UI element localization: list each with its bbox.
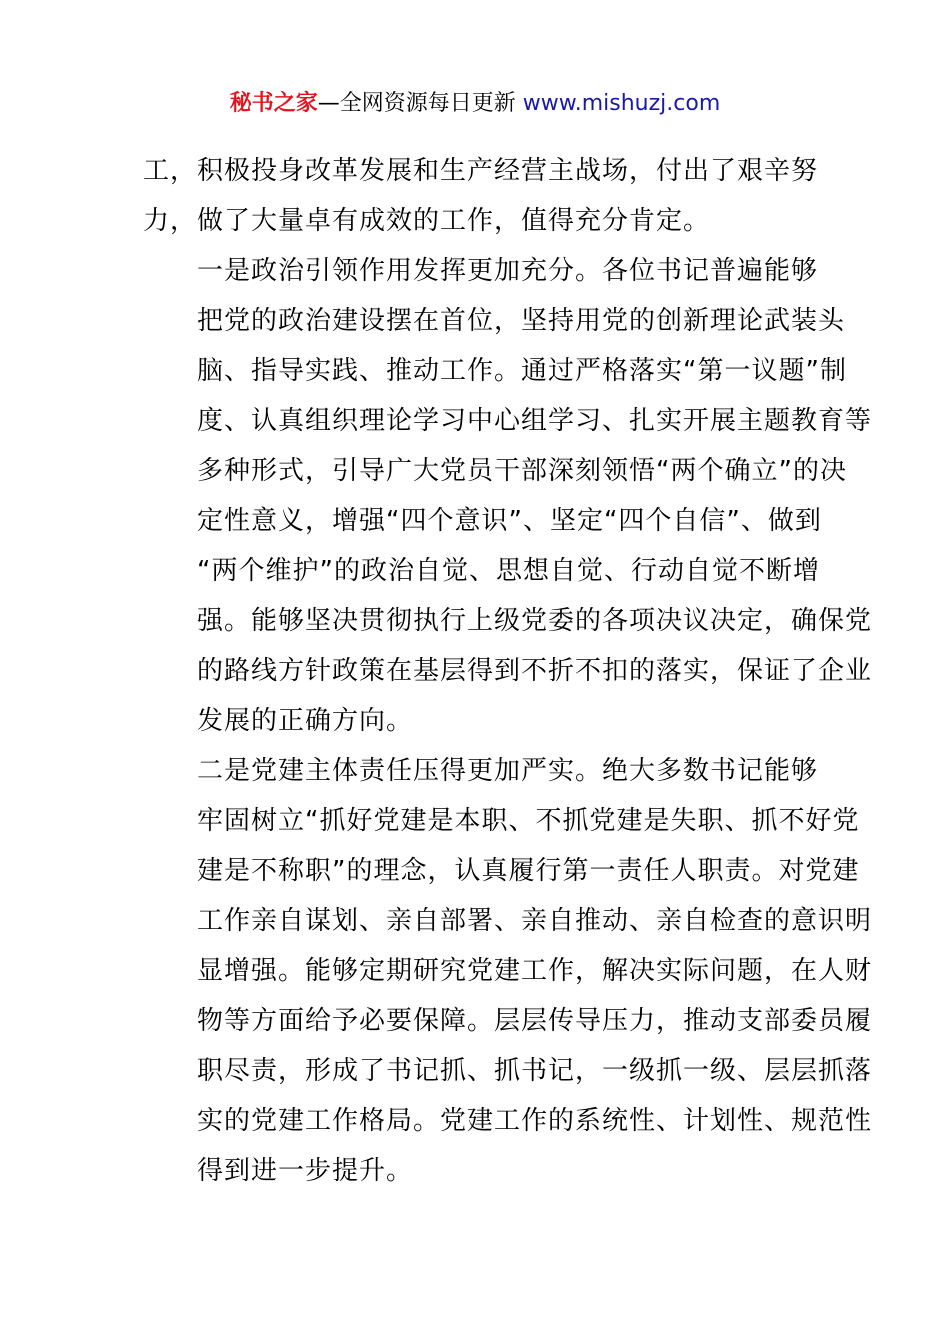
paragraph-continuation bbox=[143, 146, 819, 246]
text-line: 多种形式，引导广大党员干部深刻领悟“两个确立”的决 bbox=[197, 456, 847, 486]
text-line: 工，积极投身改革发展和生产经营主战场，付出了艰辛努 bbox=[143, 156, 819, 186]
text-line: 强。能够坚决贯彻执行上级党委的各项决议决定，确保党 bbox=[197, 606, 873, 636]
text-line: 职尽责，形成了书记抓、抓书记，一级抓一级、层层抓落 bbox=[197, 1056, 873, 1086]
text-line: 力，做了大量卓有成效的工作，值得充分肯定。 bbox=[143, 206, 711, 236]
text-line: “两个维护”的政治自觉、思想自觉、行动自觉不断增 bbox=[197, 556, 820, 586]
text-line: 得到进一步提升。 bbox=[197, 1156, 414, 1186]
text-line: 发展的正确方向。 bbox=[197, 706, 414, 736]
page-header bbox=[0, 88, 950, 120]
text-line: 物等方面给予必要保障。层层传导压力，推动支部委员履 bbox=[197, 1006, 873, 1036]
header-tagline: —全网资源每日更新 bbox=[317, 91, 523, 116]
text-line: 定性意义，增强“四个意识”、坚定“四个自信”、做到 bbox=[197, 506, 822, 536]
text-line: 的路线方针政策在基层得到不折不扣的落实，保证了企业 bbox=[197, 656, 873, 686]
text-line: 实的党建工作格局。党建工作的系统性、计划性、规范性 bbox=[197, 1106, 873, 1136]
paragraph-political-leadership bbox=[143, 246, 873, 746]
text-line: 度、认真组织理论学习中心组学习、扎实开展主题教育等 bbox=[197, 406, 873, 436]
text-line: 脑、指导实践、推动工作。通过严格落实“第一议题”制 bbox=[197, 356, 847, 386]
text-line: 把党的政治建设摆在首位，坚持用党的创新理论武装头 bbox=[197, 306, 846, 336]
brand-name: 秘书之家 bbox=[229, 91, 318, 116]
site-url-link[interactable]: www.mishuzj.com bbox=[522, 91, 721, 116]
paragraph-party-responsibility bbox=[143, 746, 873, 1196]
text-line: 显增强。能够定期研究党建工作，解决实际问题，在人财 bbox=[197, 956, 873, 986]
document-body bbox=[143, 146, 873, 1196]
text-line: 牢固树立“抓好党建是本职、不抓党建是失职、抓不好党 bbox=[197, 806, 860, 836]
text-line: 工作亲自谋划、亲自部署、亲自推动、亲自检查的意识明 bbox=[197, 906, 873, 936]
text-line: 建是不称职”的理念，认真履行第一责任人职责。对党建 bbox=[197, 856, 860, 886]
text-line: 一是政治引领作用发挥更加充分。各位书记普遍能够 bbox=[197, 256, 819, 286]
text-line: 二是党建主体责任压得更加严实。绝大多数书记能够 bbox=[197, 756, 819, 786]
